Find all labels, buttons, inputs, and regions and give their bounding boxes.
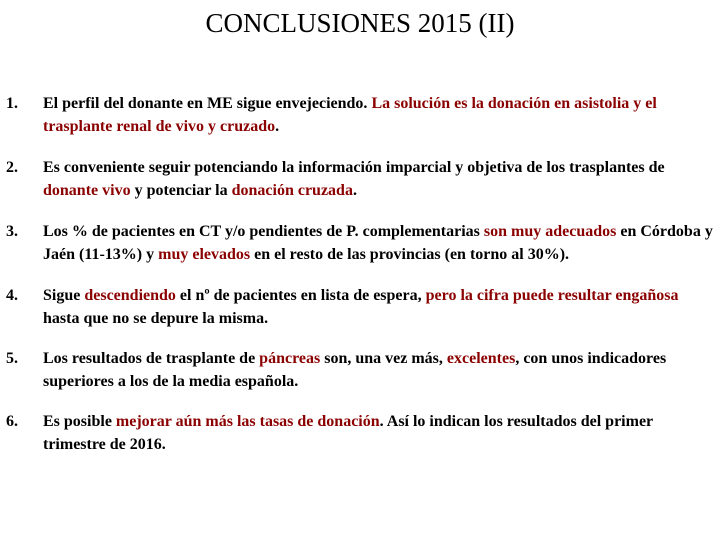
- conclusion-list: [0, 92, 720, 456]
- highlighted-text: son muy adecuados: [483, 223, 617, 240]
- slide-title: CONCLUSIONES 2015 (II): [205, 8, 515, 38]
- conclusion-item: [0, 410, 720, 456]
- text-segment: .: [275, 118, 280, 135]
- item-number: 2.: [6, 159, 18, 176]
- item-number: 4.: [6, 287, 18, 304]
- conclusion-item: [0, 220, 720, 266]
- highlighted-text: muy elevados: [158, 246, 251, 263]
- text-segment: Es conveniente seguir potenciando la información imparcial y objetiva de los trasplantes de: [43, 159, 665, 176]
- text-segment: el nº de pacientes en lista de espera,: [175, 287, 426, 304]
- item-text: [43, 347, 715, 393]
- item-text: [43, 156, 715, 202]
- item-number: 5.: [6, 350, 18, 367]
- item-text: [43, 284, 715, 330]
- conclusion-item: [0, 92, 720, 138]
- item-text: [43, 410, 715, 456]
- highlighted-text: La solución es la donación en asistolia y el trasplante renal de vivo y cruzado: [43, 95, 657, 135]
- text-segment: Sigue: [43, 287, 85, 304]
- text-segment: . Así lo indican los resultados del primer trimestre de 2016.: [43, 413, 653, 453]
- text-segment: Es posible: [43, 413, 116, 430]
- conclusion-item: [0, 156, 720, 202]
- item-number: 6.: [6, 413, 18, 430]
- text-segment: hasta que no se depure la misma.: [43, 310, 269, 327]
- conclusion-item: [0, 347, 720, 393]
- conclusion-item: [0, 284, 720, 330]
- text-segment: El perfil del donante en ME sigue envejeciendo.: [43, 95, 372, 112]
- text-segment: en Córdoba y Jaén (11-13%) y: [43, 223, 713, 263]
- text-segment: , con unos indicadores superiores a los de la media española.: [43, 350, 667, 390]
- text-segment: .: [352, 182, 357, 199]
- highlighted-text: donación cruzada: [231, 182, 353, 199]
- text-segment: y potenciar la: [130, 182, 232, 199]
- highlighted-text: donante vivo: [43, 182, 131, 199]
- highlighted-text: pero la cifra puede resultar engañosa: [425, 287, 679, 304]
- text-segment: son, una vez más,: [320, 350, 447, 367]
- item-text: [43, 92, 715, 138]
- highlighted-text: páncreas: [259, 350, 321, 367]
- item-text: [43, 220, 715, 266]
- text-segment: Los resultados de trasplante de: [43, 350, 260, 367]
- highlighted-text: descendiendo: [84, 287, 176, 304]
- text-segment: en el resto de las provincias (en torno al 30%).: [250, 246, 570, 263]
- item-number: 3.: [6, 223, 18, 240]
- text-segment: Los % de pacientes en CT y/o pendientes de P. complementarias: [43, 223, 484, 240]
- item-number: 1.: [6, 95, 18, 112]
- highlighted-text: mejorar aún más las tasas de donación: [115, 413, 380, 430]
- highlighted-text: excelentes: [446, 350, 516, 367]
